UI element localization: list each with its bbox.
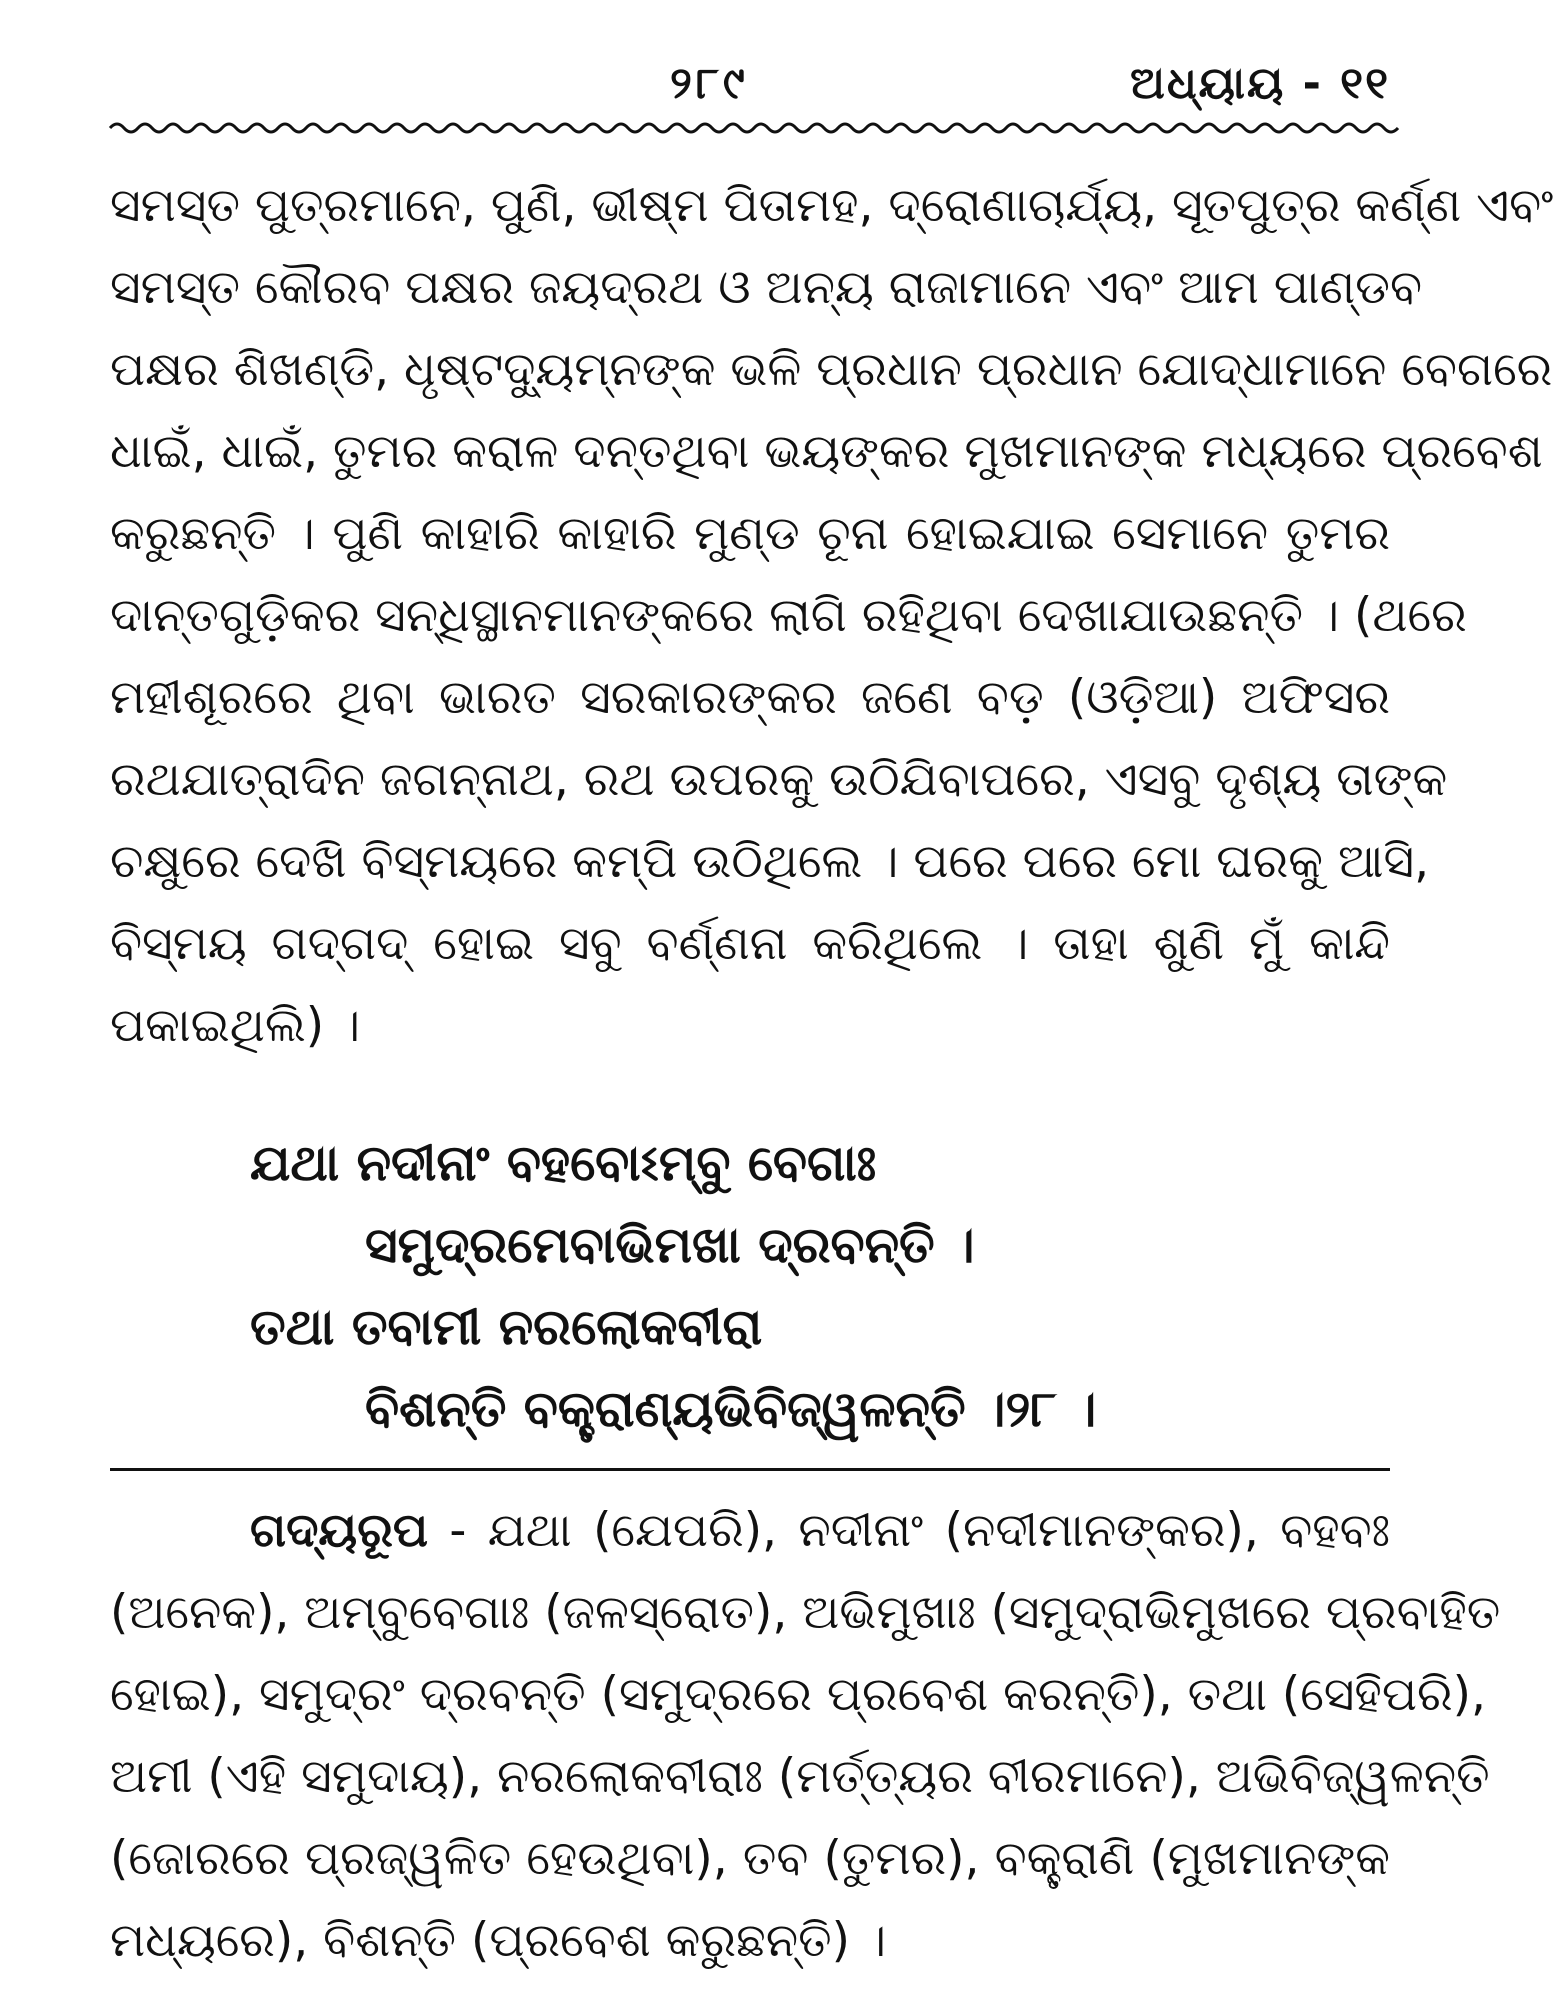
page-number: ୨୮୯ <box>670 58 749 109</box>
paragraph-line: ରଥଯାତ୍ରାଦିନ ଜଗନ୍ନାଥ, ରଥ ଉପରକୁ ଉଠିଯିବାପରେ, ଏସବୁ ଦୃଶ୍ୟ ତାଙ୍କ <box>110 752 1448 807</box>
verse-line: ଯଥା ନଦୀନାଂ ବହବୋଽମ୍ବୁ ବେଗାଃ <box>250 1134 877 1192</box>
wavy-rule <box>110 118 1390 138</box>
verse-line: ସମୁଦ୍ରମେବାଭିମଖା ଦ୍ରବନ୍ତି । <box>365 1216 975 1274</box>
prose-line: ଅମୀ (ଏହି ସମୁଦାୟ), ନରଲୋକବୀରାଃ (ମର୍ତ୍ତ୍ୟର ବୀରମାନେ), ଅଭିବିଜ୍ୱଳନ୍ତି <box>110 1749 1490 1804</box>
paragraph-line: ଚକ୍ଷୁରେ ଦେଖି ବିସ୍ମୟରେ କମ୍ପି ଉଠିଥିଲେ । ପରେ ପରେ ମୋ ଘରକୁ ଆସି, <box>110 834 1430 889</box>
prose-line: (ଜୋରରେ ପ୍ରଜ୍ୱଳିତ ହେଉଥିବା), ତବ (ତୁମର), ବକ୍ତ୍ରାଣି (ମୁଖମାନଙ୍କ <box>110 1831 1390 1886</box>
prose-heading: ଗଦ୍ୟରୂପ <box>250 1503 428 1558</box>
paragraph-line: ସମସ୍ତ କୌରବ ପକ୍ଷର ଜୟଦ୍ରଥ ଓ ଅନ୍ୟ ରାଜାମାନେ ଏବଂ ଆମ ପାଣ୍ଡବ <box>110 260 1423 315</box>
paragraph-line: ମହୀଶୂରରେ ଥିବା ଭାରତ ସରକାରଙ୍କର ଜଣେ ବଡ଼ (ଓଡ଼ିଆ) ଅଫିସର <box>110 670 1390 725</box>
prose-line <box>110 1490 1390 1572</box>
section-divider <box>110 1468 1390 1471</box>
paragraph-line: ବିସ୍ମୟ ଗଦ୍‌ଗଦ୍ ହୋଇ ସବୁ ବର୍ଣ୍ଣନା କରିଥିଲେ । ତାହା ଶୁଣି ମୁଁ କାନ୍ଦି <box>110 916 1390 971</box>
prose-first-line-text: - ଯଥା (ଯେପରି), ନଦୀନାଂ (ନଦୀମାନଙ୍କର), ବହବଃ <box>428 1503 1390 1558</box>
prose-line: ହୋଇ), ସମୁଦ୍ରଂ ଦ୍ରବନ୍ତି (ସମୁଦ୍ରରେ ପ୍ରବେଶ କରନ୍ତି), ତଥା (ସେହିପରି), <box>110 1667 1486 1722</box>
paragraph-line: ସମସ୍ତ ପୁତ୍ରମାନେ, ପୁଣି, ଭୀଷ୍ମ ପିତାମହ, ଦ୍ରୋଣାଚାର୍ଯ୍ୟ, ସୂତପୁତ୍ର କର୍ଣ୍ଣ ଏବଂ <box>110 178 1553 233</box>
paragraph-line: ପକାଇଥିଲି) । <box>110 998 361 1053</box>
verse-line: ବିଶନ୍ତି ବକ୍ତ୍ରାଣ୍ୟଭିବିଜ୍ୱଳନ୍ତି ।୨୮ । <box>365 1380 1097 1438</box>
prose-explanation <box>110 1490 1501 1982</box>
prose-line: ମଧ୍ୟରେ), ବିଶନ୍ତି (ପ୍ରବେଶ କରୁଛନ୍ତି) । <box>110 1913 887 1968</box>
paragraph-line: କରୁଛନ୍ତି । ପୁଣି କାହାରି କାହାରି ମୁଣ୍ଡ ଚୂନା ହୋଇଯାଇ ସେମାନେ ତୁମର <box>110 506 1390 561</box>
sanskrit-verse <box>110 1122 1390 1450</box>
main-paragraph <box>110 165 1553 1067</box>
paragraph-line: ଦାନ୍ତଗୁଡ଼ିକର ସନ୍ଧିସ୍ଥାନମାନଙ୍କରେ ଲାଗି ରହିଥିବା ଦେଖାଯାଉଛନ୍ତି । (ଥରେ <box>110 588 1467 643</box>
prose-line: (ଅନେକ), ଅମ୍ବୁବେଗାଃ (ଜଳସ୍ରୋତ), ଅଭିମୁଖାଃ (ସମୁଦ୍ରାଭିମୁଖରେ ପ୍ରବାହିତ <box>110 1585 1501 1640</box>
paragraph-line: ଧାଇଁ, ଧାଇଁ, ତୁମର କରାଳ ଦନ୍ତଥିବା ଭୟଙ୍କର ମୁଖମାନଙ୍କ ମଧ୍ୟରେ ପ୍ରବେଶ <box>110 424 1543 479</box>
verse-line: ତଥା ତବାମୀ ନରଲୋକବୀରା <box>250 1298 763 1356</box>
chapter-label: ଅଧ୍ୟାୟ - ୧୧ <box>1130 58 1390 109</box>
paragraph-line: ପକ୍ଷର ଶିଖଣ୍ଡି, ଧୃଷ୍ଟଦ୍ୟୁମ୍ନଙ୍କ ଭଳି ପ୍ରଧାନ ପ୍ରଧାନ ଯୋଦ୍ଧାମାନେ ବେଗରେ <box>110 342 1553 397</box>
